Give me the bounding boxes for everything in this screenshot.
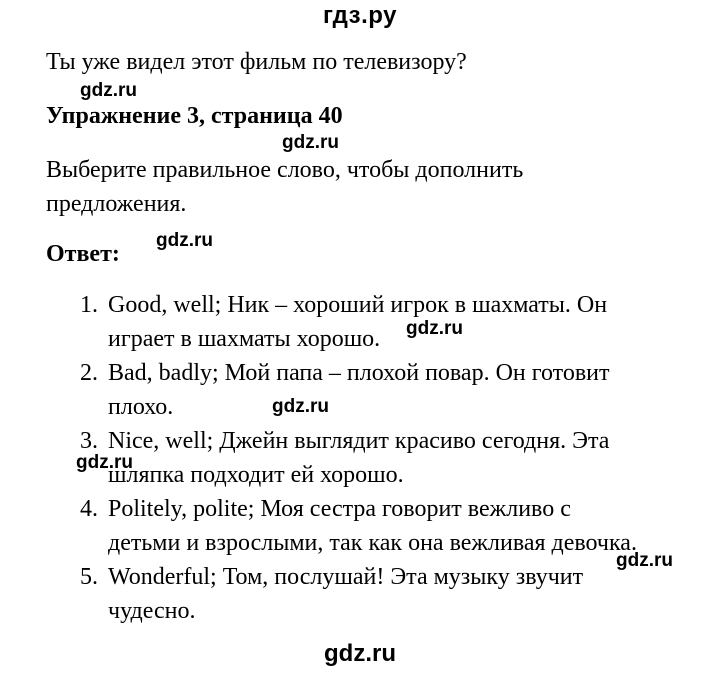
- watermark: gdz.ru: [80, 80, 137, 101]
- watermark: gdz.ru: [272, 396, 329, 417]
- instruction-line-1: Выберите правильное слово, чтобы дополнить: [46, 157, 524, 183]
- answer-text-line-1: Nice, well; Джейн выглядит красиво сегодня. Эта: [108, 428, 610, 454]
- answer-text-line-2: играет в шахматы хорошо.: [108, 326, 381, 352]
- answer-text-line-2: шляпка подходит ей хорошо.: [108, 462, 404, 488]
- watermark: gdz.ru: [616, 550, 673, 571]
- instruction-line-2: предложения.: [46, 191, 187, 217]
- answer-text-line-1: Good, well; Ник – хороший игрок в шахматы. Он: [108, 292, 608, 318]
- watermark: gdz.ru: [156, 230, 213, 251]
- intro-sentence: Ты уже видел этот фильм по телевизору?: [46, 49, 467, 75]
- answer-number: 5.: [80, 564, 98, 590]
- site-header: гдз.ру: [323, 2, 397, 29]
- answer-number: 1.: [80, 292, 98, 318]
- answer-item-2: [80, 356, 710, 424]
- exercise-title: Упражнение 3, страница 40: [46, 103, 343, 129]
- answer-text-line-1: Politely, polite; Моя сестра говорит вежливо с: [108, 496, 571, 522]
- watermark: gdz.ru: [406, 318, 463, 339]
- answer-label: Ответ:: [46, 241, 120, 267]
- answer-number: 4.: [80, 496, 98, 522]
- answer-text-line-2: плохо.: [108, 394, 174, 420]
- watermark: gdz.ru: [282, 132, 339, 153]
- answer-item-1: [80, 288, 710, 356]
- answer-item-3: [80, 424, 710, 492]
- answer-list: [80, 288, 710, 628]
- site-footer: gdz.ru: [324, 640, 396, 667]
- answer-text-line-1: Wonderful; Том, послушай! Эта музыку звучит: [108, 564, 584, 590]
- answer-text-line-2: детьми и взрослыми, так как она вежливая девочка.: [108, 530, 637, 556]
- answer-number: 3.: [80, 428, 98, 454]
- answer-text-line-2: чудесно.: [108, 598, 196, 624]
- answer-text-line-1: Bad, badly; Мой папа – плохой повар. Он готовит: [108, 360, 610, 386]
- answer-number: 2.: [80, 360, 98, 386]
- watermark: gdz.ru: [76, 452, 133, 473]
